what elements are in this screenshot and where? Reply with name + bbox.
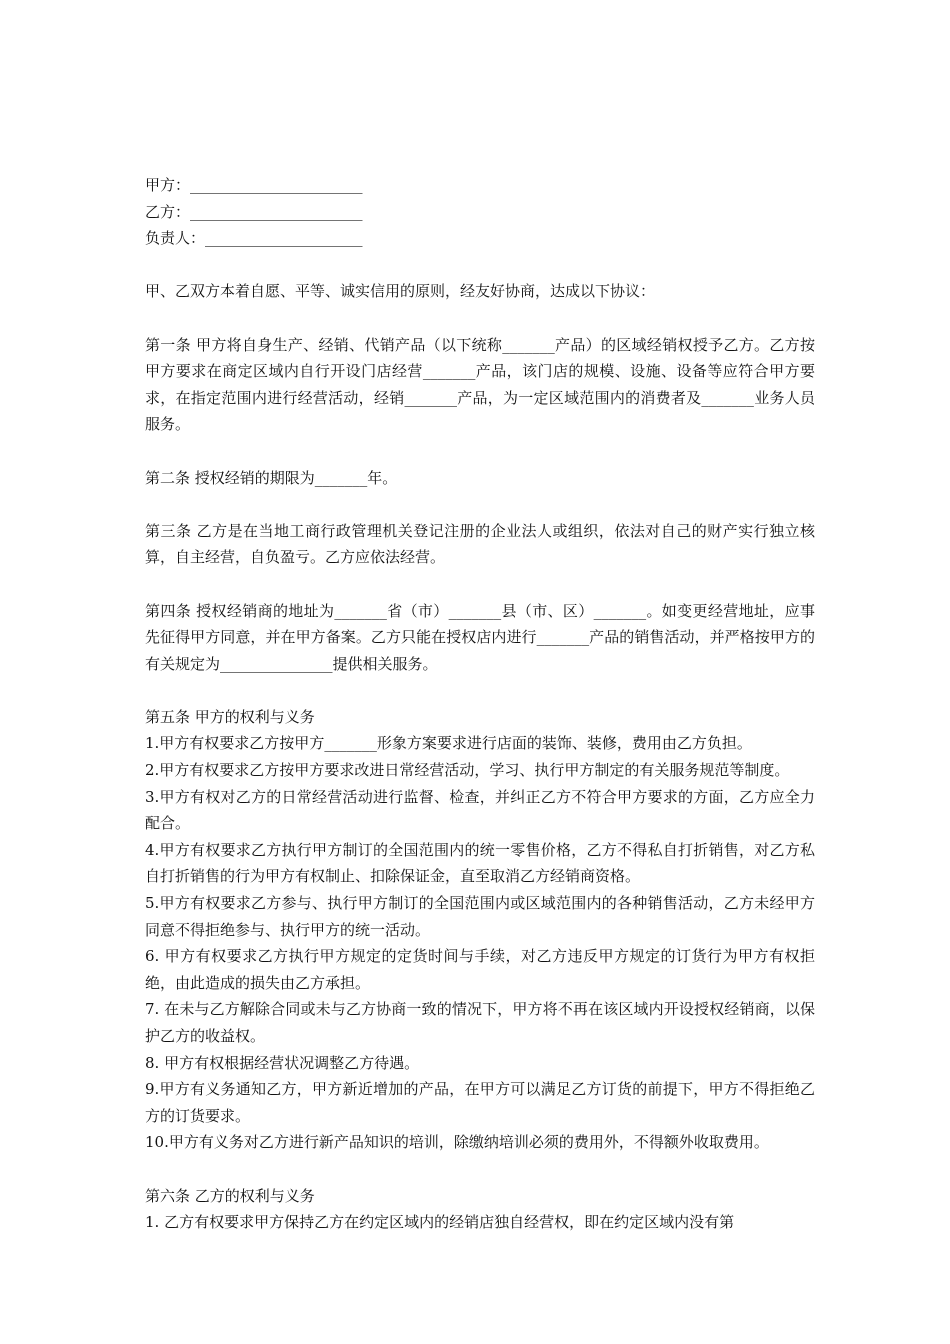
- intro-paragraph: 甲、乙双方本着自愿、平等、诚实信用的原则，经友好协商，达成以下协议：: [145, 282, 656, 301]
- spacer: [145, 438, 815, 465]
- spacer: [145, 1156, 815, 1183]
- article-6-item: 1. 乙方有权要求甲方保持乙方在约定区域内的经销店独自经营权，即在约定区域内没有第: [145, 1213, 735, 1232]
- article-5-item: 6. 甲方有权要求乙方执行甲方规定的定货时间与手续，对乙方违反甲方规定的订货行为甲方有权拒绝，由此造成的损失由乙方承担。: [145, 947, 815, 992]
- responsible-person-line: 负责人：_____________________: [145, 229, 363, 248]
- article-3: 第三条 乙方是在当地工商行政管理机关登记注册的企业法人或组织，依法对自己的财产实行独立核算，自主经营，自负盈亏。乙方应依法经营。: [145, 521, 815, 567]
- article-5-item: 9.甲方有义务通知乙方，甲方新近增加的产品，在甲方可以满足乙方订货的前提下，甲方不得拒绝乙方的订货要求。: [145, 1080, 815, 1125]
- article-5-heading: 第五条 甲方的权利与义务: [145, 707, 315, 726]
- article-5-item: 4.甲方有权要求乙方执行甲方制订的全国范围内的统一零售价格，乙方不得私自打折销售，对乙方私自打折销售的行为甲方有权制止、扣除保证金，直至取消乙方经销商资格。: [145, 840, 815, 886]
- article-5-item: 1.甲方有权要求乙方按甲方_______形象方案要求进行店面的装饰、装修，费用由乙方负担。: [145, 734, 752, 753]
- spacer: [145, 677, 815, 704]
- spacer: [145, 491, 815, 518]
- article-4: 第四条 授权经销商的地址为_______省（市）_______县（市、区）_______。如变更经营地址，应事先征得甲方同意，并在甲方备案。乙方只能在授权店内进行_______产品的销售活动，并严格按甲方的有关规定为_______________提供相关服务。: [145, 601, 815, 673]
- article-5-item: 10.甲方有义务对乙方进行新产品知识的培训，除缴纳培训必须的费用外，不得额外收取费用。: [145, 1133, 769, 1152]
- article-1: 第一条 甲方将自身生产、经销、代销产品（以下统称_______产品）的区域经销权授予乙方。乙方按甲方要求在商定区域内自行开设门店经营_______产品，该门店的规模、设施、设备等应符合甲方要求，在指定范围内进行经营活动，经销_______产品，为一定区域范围内的消费者及_______业务人员服务。: [145, 335, 815, 434]
- article-6-heading: 第六条 乙方的权利与义务: [145, 1186, 315, 1205]
- article-5-item: 8. 甲方有权根据经营状况调整乙方待遇。: [145, 1053, 420, 1072]
- spacer: [145, 305, 815, 332]
- article-5-item: 2.甲方有权要求乙方按甲方要求改进日常经营活动，学习、执行甲方制定的有关服务规范等制度。: [145, 761, 790, 780]
- spacer: [145, 571, 815, 598]
- article-5-item: 7. 在未与乙方解除合同或未与乙方协商一致的情况下，甲方将不再在该区域内开设授权经销商，以保护乙方的收益权。: [145, 1000, 815, 1045]
- spacer: [145, 252, 815, 279]
- party-b-line: 乙方：_______________________: [145, 202, 363, 221]
- party-a-line: 甲方：_______________________: [145, 176, 363, 194]
- article-5-item: 3.甲方有权对乙方的日常经营活动进行监督、检查，并纠正乙方不符合甲方要求的方面，乙方应全力配合。: [145, 787, 815, 833]
- article-2: 第二条 授权经销的期限为_______年。: [145, 468, 398, 487]
- contract-page: [145, 172, 815, 1236]
- article-5-item: 5.甲方有权要求乙方参与、执行甲方制订的全国范围内或区域范围内的各种销售活动，乙方未经甲方同意不得拒绝参与、执行甲方的统一活动。: [145, 894, 815, 939]
